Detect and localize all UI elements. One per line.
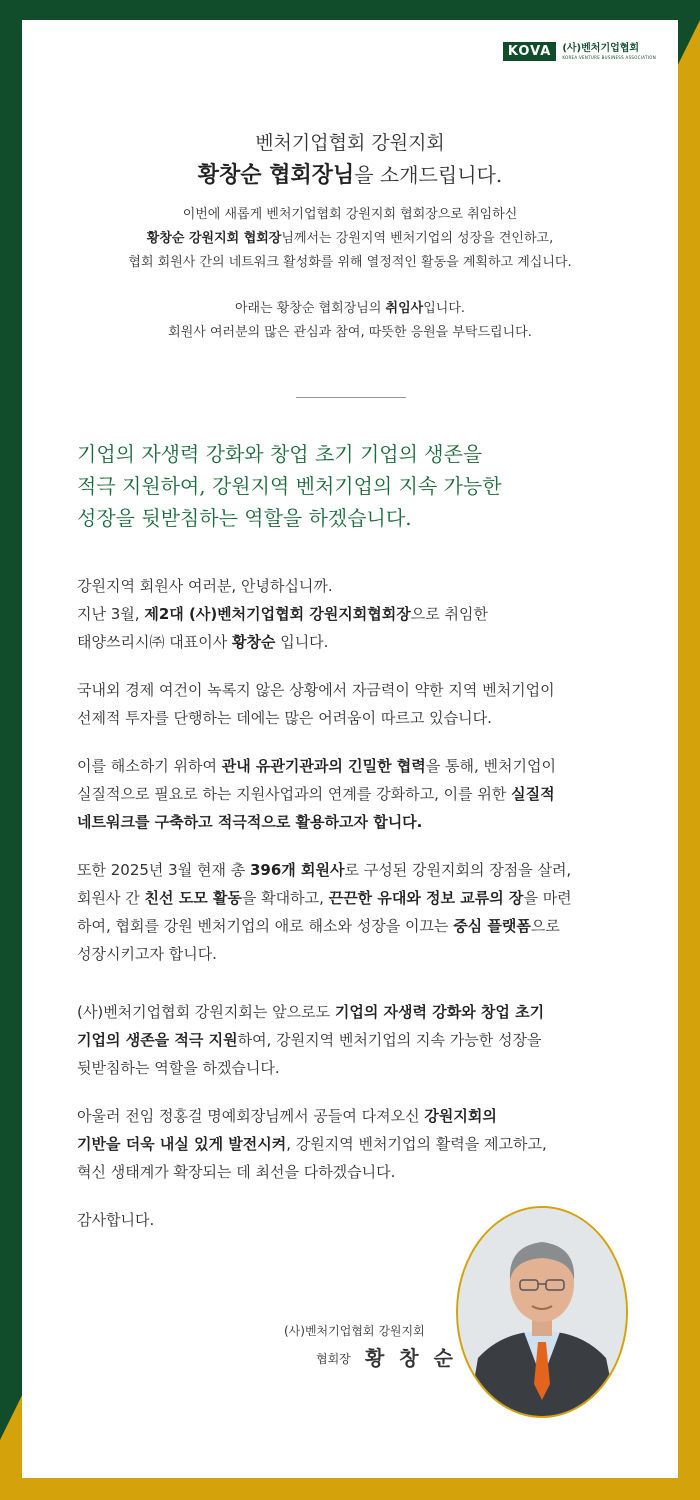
intro-paragraph-1: 이번에 새롭게 벤처기업협회 강원지회 협회장으로 취임하신 황창순 강원지회 협회장님께서는 강원지역 벤처기업의 성장을 견인하고, 협회 회원사 간의 네트워크 활성화를 위해 열정적인 활동을 계획하고 계십니다. <box>128 207 572 270</box>
speech-paragraph-1: 강원지역 회원사 여러분, 안녕하십니까. 지난 3월, 제2대 (사)벤처기업협회 강원지회협회장으로 취임한 태양쓰리시㈜ 대표이사 황창순 입니다. <box>77 577 488 651</box>
content-card <box>22 20 678 1478</box>
signature-name: 황 창 순 <box>365 1346 457 1370</box>
signature-role: 협회장 <box>316 1352 351 1366</box>
speech-paragraph-4: 또한 2025년 3월 현재 총 396개 회원사로 구성된 강원지회의 장점을 살려, 회원사 간 친선 도모 활동을 확대하고, 끈끈한 유대와 정보 교류의 장을 마련 하여, 협회를 강원 벤처기업의 애로 해소와 성장을 이끄는 중심 플랫폼으로 성장시키고자 합니다. <box>77 861 572 963</box>
closing-text: 감사합니다. <box>77 1211 155 1229</box>
logo-org-english: KOREA VENTURE BUSINESS ASSOCIATION <box>562 54 656 60</box>
kova-logo-mark: KOVA <box>503 42 556 61</box>
intro-paragraph-2: 아래는 황창순 협회장님의 취임사입니다. 회원사 여러분의 많은 관심과 참여, 따뜻한 응원을 부탁드립니다. <box>168 301 532 340</box>
speech-paragraph-3: 이를 해소하기 위하여 관내 유관기관과의 긴밀한 협력을 통해, 벤처기업이 실질적으로 필요로 하는 지원사업과의 연계를 강화하고, 이를 위한 실질적 네트워크를 구축하고 적극적으로 활용하고자 합니다. <box>77 757 556 831</box>
section-divider <box>296 397 406 398</box>
president-portrait <box>456 1206 628 1418</box>
logo-org-name: (사)벤처기업협회 <box>562 42 640 54</box>
speech-paragraph-2: 국내외 경제 여건이 녹록지 않은 상황에서 자금력이 약한 지역 벤처기업이 선제적 투자를 단행하는 데에는 많은 어려움이 따르고 있습니다. <box>77 681 555 727</box>
headline-quote: 기업의 자생력 강화와 창업 초기 기업의 생존을 적극 지원하여, 강원지역 벤처기업의 지속 가능한 성장을 뒷받침하는 역할을 하겠습니다. <box>77 442 502 530</box>
speech-paragraph-6: 아울러 전임 정홍걸 명예회장님께서 공들여 다져오신 강원지회의 기반을 더욱 내실 있게 발전시켜, 강원지역 벤처기업의 활력을 제고하고, 혁신 생태계가 확장되는 데 최선을 다하겠습니다. <box>77 1107 547 1181</box>
speech-paragraph-5: (사)벤처기업협회 강원지회는 앞으로도 기업의 자생력 강화와 창업 초기 기업의 생존을 적극 지원하여, 강원지역 벤처기업의 지속 가능한 성장을 뒷받침하는 역할을 하겠습니다. <box>77 1003 545 1077</box>
page-title-line2: 황창순 협회장님을 소개드립니다. <box>197 162 503 188</box>
kova-logo[interactable] <box>503 42 656 61</box>
page-title-line1: 벤처기업협회 강원지회 <box>255 132 445 154</box>
title-name: 황창순 협회장님 <box>197 162 355 188</box>
signature-org: (사)벤처기업협회 강원지회 <box>284 1324 425 1338</box>
portrait-illustration <box>458 1208 626 1416</box>
